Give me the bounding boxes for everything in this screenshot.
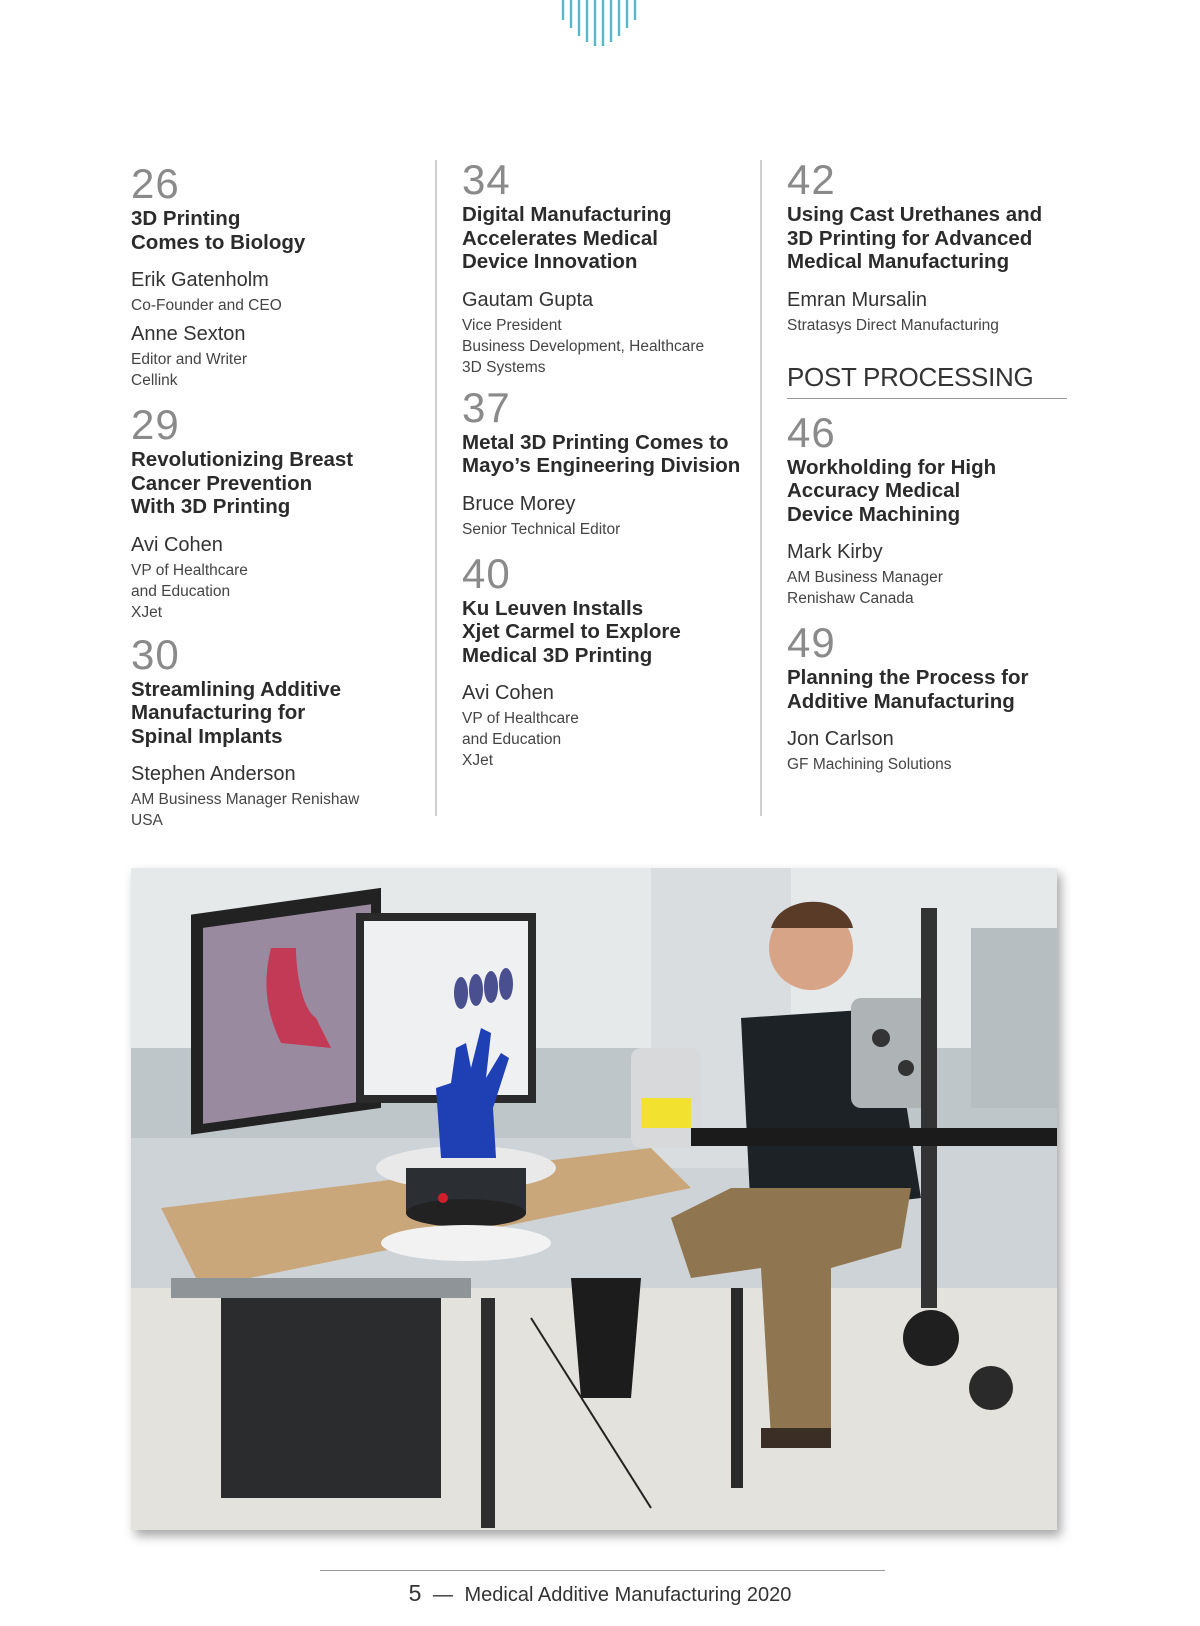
toc-entry[interactable] (462, 156, 762, 378)
article-title: Ku Leuven Installs Xjet Carmel to Explore Medical 3D Printing (462, 596, 681, 667)
author-role: Co-Founder and CEO (131, 297, 282, 314)
toc-entry[interactable] (787, 156, 1077, 336)
header-ornament (560, 0, 640, 46)
author-name: Emran Mursalin (787, 288, 928, 311)
column-divider (435, 160, 437, 816)
article-title: Streamlining Additive Manufacturing for Spinal Implants (131, 677, 341, 748)
article-title: Workholding for High Accuracy Medical Device Machining (787, 455, 997, 526)
lab-photo-illustration (131, 868, 1057, 1530)
section-heading: POST PROCESSING (787, 362, 1067, 399)
page-number: 29 (131, 401, 180, 448)
lab-photo (131, 868, 1057, 1530)
author-name: Mark Kirby (787, 541, 883, 563)
author-name: Erik Gatenholm (131, 269, 269, 291)
author-role: Stratasys Direct Manufacturing (787, 316, 999, 334)
article-title: Using Cast Urethanes and 3D Printing for Advanced Medical Manufacturing (787, 203, 1043, 273)
page-number: 49 (787, 619, 836, 666)
toc-entry[interactable] (787, 619, 1077, 775)
footer-page-number: 5 (408, 1580, 422, 1606)
page-number: 42 (787, 156, 836, 203)
author-role: Editor and Writer Cellink (131, 351, 248, 389)
page-number: 26 (131, 160, 180, 207)
author-role: VP of Healthcare and Education XJet (462, 710, 579, 769)
toc-entry[interactable] (787, 408, 1077, 610)
column-divider (760, 160, 762, 816)
page-number: 37 (462, 383, 511, 431)
author-name: Avi Cohen (131, 533, 223, 556)
page-number: 46 (787, 408, 836, 456)
toc-entry[interactable] (131, 160, 421, 391)
page-number: 40 (462, 549, 511, 597)
page-number: 34 (462, 156, 511, 203)
toc-entry[interactable] (462, 383, 762, 540)
page-footer (0, 1580, 1200, 1607)
author-role: VP of Healthcare and Education XJet (131, 561, 248, 621)
author-name: Avi Cohen (462, 682, 554, 704)
footer-dash: — (432, 1584, 453, 1606)
author-name: Stephen Anderson (131, 763, 296, 785)
author-role: Senior Technical Editor (462, 520, 621, 538)
author-name: Gautam Gupta (462, 288, 594, 311)
page-number: 30 (131, 630, 180, 678)
article-title: Planning the Process for Additive Manufacturing (787, 666, 1029, 713)
article-title: Revolutionizing Breast Cancer Prevention With 3D Printing (131, 448, 354, 518)
author-name: Jon Carlson (787, 728, 894, 750)
author-role: Vice President Business Development, Healthcare 3D Systems (462, 316, 705, 376)
author-name: Anne Sexton (131, 323, 246, 345)
toc-entry[interactable] (131, 630, 421, 832)
toc-column-2 (462, 156, 762, 771)
article-title: Metal 3D Printing Comes to Mayo’s Engineering Division (462, 430, 741, 477)
toc-column-3 (787, 156, 1077, 775)
author-role: GF Machining Solutions (787, 756, 952, 773)
author-name: Bruce Morey (462, 492, 576, 515)
toc-entry[interactable] (462, 549, 762, 772)
toc-column-1 (131, 160, 421, 831)
footer-rule (320, 1570, 885, 1571)
author-role: AM Business Manager Renishaw Canada (787, 569, 943, 607)
toc-entry[interactable] (131, 401, 421, 623)
article-title: 3D Printing Comes to Biology (131, 207, 306, 254)
article-title: Digital Manufacturing Accelerates Medical Device Innovation (462, 203, 672, 273)
footer-publication: Medical Additive Manufacturing 2020 (464, 1584, 792, 1606)
author-role: AM Business Manager Renishaw USA (131, 791, 360, 829)
